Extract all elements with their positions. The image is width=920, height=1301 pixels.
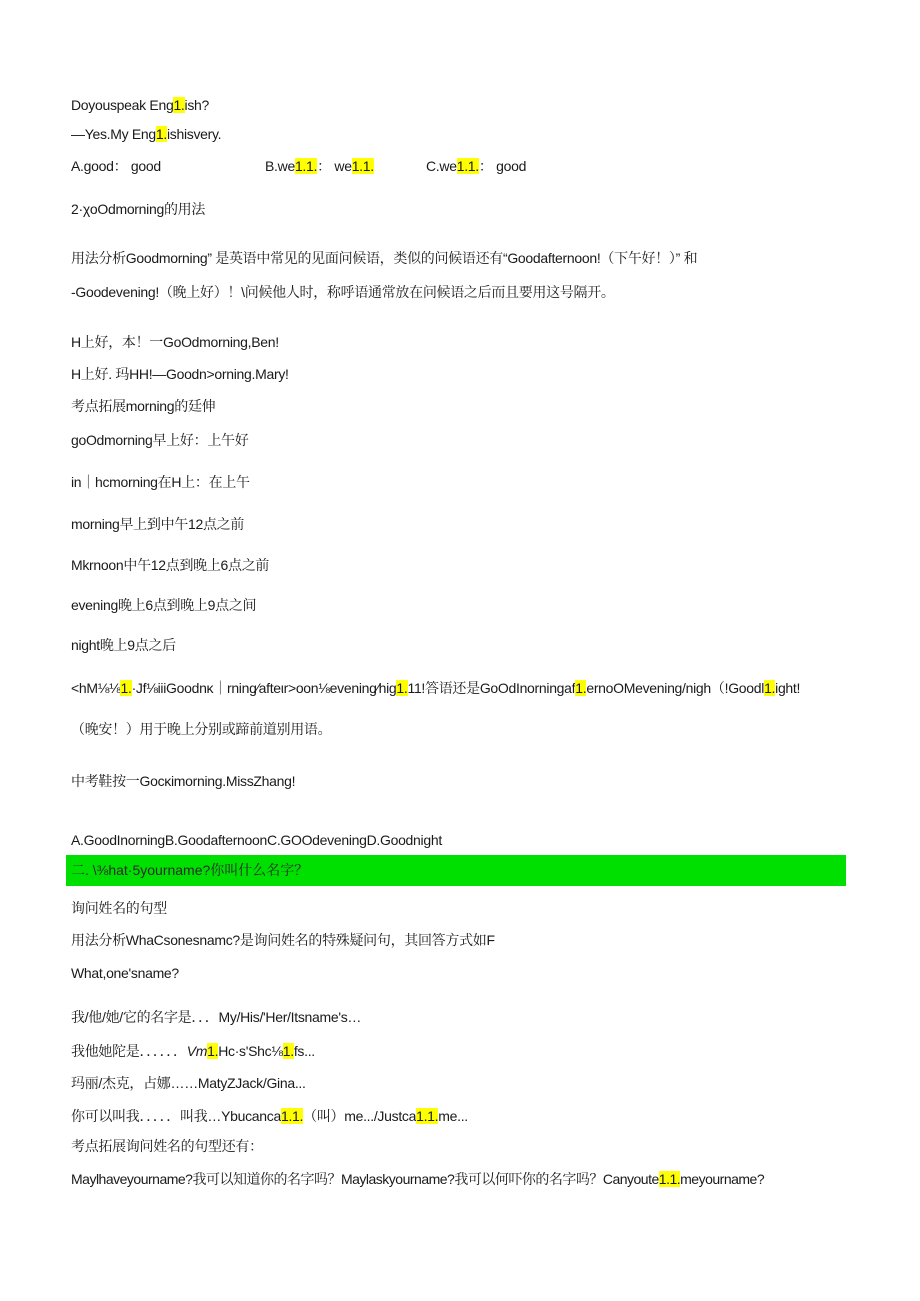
question-line-1: Doyouspeak Eng1.ish? — [71, 97, 209, 113]
long-paragraph-line-2: （晚安！）用于晚上分别或蹄前道别用语。 — [71, 721, 332, 737]
pattern-line: 你可以叫我．．．．．叫我…Ybucanca1.1.（叫）me.../Justca1.1.me... — [71, 1108, 468, 1124]
extension-heading: 考点拓展询问姓名的句型还有： — [71, 1138, 263, 1154]
pattern-line: 我他她陀是．．．．．．Vm1.Hc·s'Shc⅛1.fs... — [71, 1043, 315, 1059]
long-paragraph-line-1: <hM⅛⅛1.·Jf⅛iiiGoodnκ｜rning⁄afteιr>oon⅛evening⁄hig1.11!答语还是GoOdInorningaf1.ernoOMevening/nigh（!Goodl1.ight! — [71, 680, 801, 696]
extension-item: evening晚上6点到晚上9点之间 — [71, 597, 257, 613]
extension-item: morning早上到中午12点之前 — [71, 516, 245, 532]
exam-question: 中考鞋按一Gocκimorning.MissZhang! — [71, 773, 296, 789]
usage-paragraph-line-1: 用法分析Goodmorning” 是英语中常见的见面问候语，类似的问候语还有“Goodafternoon!（下午好！）” 和 — [71, 250, 698, 266]
extension-item: night晚上9点之后 — [71, 637, 176, 653]
usage-paragraph-line-2: -Goodevening!（晚上好）！\问候他人时，称呼语通常放在问候语之后而且要用这号隔开。 — [71, 284, 615, 300]
pattern-line: 玛丽/杰克，占娜……MatyZJack/Gina... — [71, 1075, 306, 1091]
sentence-pattern-heading: 询问姓名的句型 — [71, 900, 167, 916]
pattern-line: 我/他/她/它的名字是．．．My/His/'Her/Itsname's… — [71, 1009, 362, 1025]
option-b: B.we1.1.： we1.1. — [265, 158, 374, 174]
section-heading-band — [66, 855, 846, 886]
extension-item: goOdmorning早上好：上午好 — [71, 432, 249, 448]
option-a: A.good： good — [71, 158, 161, 174]
extension-heading: 考点拓展morning的廷伸 — [71, 398, 216, 414]
exam-options: A.GoodInorningB.GoodafternoonC.GOOdeveningD.Goodnight — [71, 832, 442, 848]
pattern-line: What,one'sname? — [71, 965, 179, 981]
usage-paragraph: 用法分析WhaCsonesnamc?是询问姓名的特殊疑问句，其回答方式如F — [71, 932, 495, 948]
extension-item: in｜hcmorning在H上：在上午 — [71, 474, 250, 490]
option-c: C.we1.1.： good — [426, 158, 527, 174]
section-heading: 二. \⅜hat·5yourname?你叫什么名字？ — [71, 862, 309, 878]
pattern-line: Maylhaveyourname?我可以知道你的名字吗？Maylaskyourname?我可以何吓你的名字吗？Canyoute1.1.meyourname? — [71, 1171, 765, 1187]
question-answer-line: —Yes.My Eng1.ishisvery. — [71, 126, 222, 142]
example-line-1: H上好，本！一GoOdmorning,Ben! — [71, 334, 279, 350]
extension-item: Mkrnoon中午12点到晚上6点之前 — [71, 557, 270, 573]
example-line-2: H上好. 玛HH!—Goodn>orning.Mary! — [71, 366, 289, 382]
section-heading: 2·χoOdmorning的用法 — [71, 201, 206, 217]
